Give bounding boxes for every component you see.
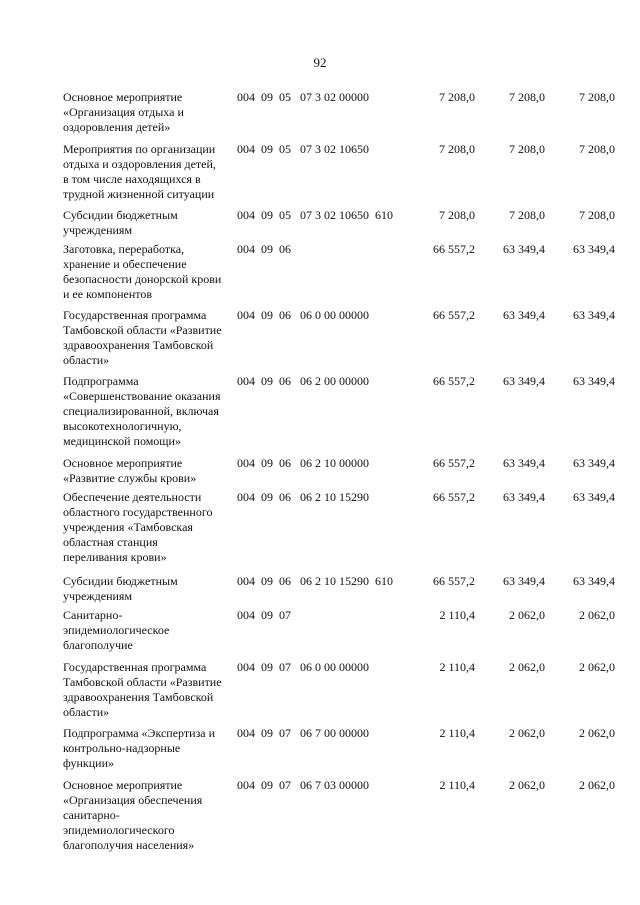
row-value-1: 66 557,2 bbox=[433, 456, 475, 470]
row-value-2: 7 208,0 bbox=[509, 142, 545, 156]
row-codes: 004 09 06 06 0 00 00000 bbox=[237, 308, 369, 322]
row-value-2: 2 062,0 bbox=[509, 778, 545, 792]
row-value-3: 2 062,0 bbox=[579, 660, 615, 674]
row-codes: 004 09 06 bbox=[237, 242, 291, 256]
table-row bbox=[0, 608, 640, 660]
row-name: Субсидии бюджетным учреждениям bbox=[63, 574, 178, 603]
row-codes: 004 09 06 06 2 10 15290 610 bbox=[237, 574, 393, 588]
row-value-2: 63 349,4 bbox=[503, 490, 545, 504]
row-value-3: 2 062,0 bbox=[579, 778, 615, 792]
row-value-3: 2 062,0 bbox=[579, 608, 615, 622]
row-value-3: 63 349,4 bbox=[573, 490, 615, 504]
row-name: Государственная программа Тамбовской области «Развитие здравоохранения Тамбовской области» bbox=[63, 660, 222, 719]
row-codes: 004 09 06 06 2 10 15290 bbox=[237, 490, 369, 504]
row-name: Основное мероприятие «Организация обеспечения санитарно- эпидемиологического благополучия населения» bbox=[63, 778, 203, 852]
row-value-3: 7 208,0 bbox=[579, 90, 615, 104]
row-value-1: 7 208,0 bbox=[439, 90, 475, 104]
row-name: Заготовка, переработка, хранение и обеспечение безопасности донорской крови и ее компонентов bbox=[63, 242, 222, 301]
row-value-3: 7 208,0 bbox=[579, 142, 615, 156]
table-row bbox=[0, 308, 640, 374]
table-row bbox=[0, 142, 640, 208]
row-value-2: 63 349,4 bbox=[503, 308, 545, 322]
row-codes: 004 09 06 06 2 10 00000 bbox=[237, 456, 369, 470]
row-name: Государственная программа Тамбовской области «Развитие здравоохранения Тамбовской области» bbox=[63, 308, 222, 367]
row-value-2: 2 062,0 bbox=[509, 726, 545, 740]
row-value-1: 2 110,4 bbox=[439, 778, 475, 792]
row-codes: 004 09 06 06 2 00 00000 bbox=[237, 374, 369, 388]
row-codes: 004 09 05 07 3 02 10650 610 bbox=[237, 208, 393, 222]
row-name: Обеспечение деятельности областного государственного учреждения «Тамбовская областная станция переливания крови» bbox=[63, 490, 213, 564]
row-name: Мероприятия по организации отдыха и оздоровления детей, в том числе находящихся в трудной жизненной ситуации bbox=[63, 142, 216, 201]
row-value-1: 66 557,2 bbox=[433, 574, 475, 588]
row-value-3: 63 349,4 bbox=[573, 574, 615, 588]
table-row bbox=[0, 778, 640, 858]
row-name: Подпрограмма «Экспертиза и контрольно-надзорные функции» bbox=[63, 726, 216, 770]
row-value-2: 63 349,4 bbox=[503, 574, 545, 588]
row-value-1: 66 557,2 bbox=[433, 242, 475, 256]
row-value-2: 63 349,4 bbox=[503, 456, 545, 470]
row-value-3: 7 208,0 bbox=[579, 208, 615, 222]
table-row bbox=[0, 456, 640, 490]
row-value-3: 63 349,4 bbox=[573, 242, 615, 256]
row-value-2: 7 208,0 bbox=[509, 208, 545, 222]
row-name: Основное мероприятие «Развитие службы крови» bbox=[63, 456, 197, 485]
table-row bbox=[0, 726, 640, 778]
row-value-3: 63 349,4 bbox=[573, 456, 615, 470]
budget-table bbox=[0, 90, 640, 858]
table-row bbox=[0, 574, 640, 608]
row-name: Санитарно- эпидемиологическое благополучие bbox=[63, 608, 170, 652]
table-row bbox=[0, 374, 640, 456]
row-name: Подпрограмма «Совершенствование оказания специализированной, включая высокотехнологичную, медицинской помощи» bbox=[63, 374, 221, 448]
row-value-1: 66 557,2 bbox=[433, 374, 475, 388]
table-row bbox=[0, 660, 640, 726]
page-number: 92 bbox=[313, 55, 327, 70]
row-value-2: 7 208,0 bbox=[509, 90, 545, 104]
row-value-1: 7 208,0 bbox=[439, 142, 475, 156]
row-value-3: 63 349,4 bbox=[573, 374, 615, 388]
row-value-2: 63 349,4 bbox=[503, 242, 545, 256]
row-value-2: 2 062,0 bbox=[509, 660, 545, 674]
row-codes: 004 09 07 06 7 03 00000 bbox=[237, 778, 369, 792]
row-value-2: 2 062,0 bbox=[509, 608, 545, 622]
row-value-1: 66 557,2 bbox=[433, 308, 475, 322]
row-codes: 004 09 05 07 3 02 00000 bbox=[237, 90, 369, 104]
row-value-1: 66 557,2 bbox=[433, 490, 475, 504]
table-row bbox=[0, 208, 640, 242]
row-value-1: 2 110,4 bbox=[439, 726, 475, 740]
row-value-1: 2 110,4 bbox=[439, 608, 475, 622]
row-codes: 004 09 07 bbox=[237, 608, 291, 622]
row-value-1: 2 110,4 bbox=[439, 660, 475, 674]
table-row bbox=[0, 90, 640, 142]
row-name: Субсидии бюджетным учреждениям bbox=[63, 208, 178, 237]
table-row bbox=[0, 490, 640, 574]
row-value-2: 63 349,4 bbox=[503, 374, 545, 388]
row-name: Основное мероприятие «Организация отдыха и оздоровления детей» bbox=[63, 90, 184, 134]
row-value-1: 7 208,0 bbox=[439, 208, 475, 222]
row-codes: 004 09 05 07 3 02 10650 bbox=[237, 142, 369, 156]
row-codes: 004 09 07 06 0 00 00000 bbox=[237, 660, 369, 674]
row-value-3: 2 062,0 bbox=[579, 726, 615, 740]
row-codes: 004 09 07 06 7 00 00000 bbox=[237, 726, 369, 740]
table-row bbox=[0, 242, 640, 308]
row-value-3: 63 349,4 bbox=[573, 308, 615, 322]
